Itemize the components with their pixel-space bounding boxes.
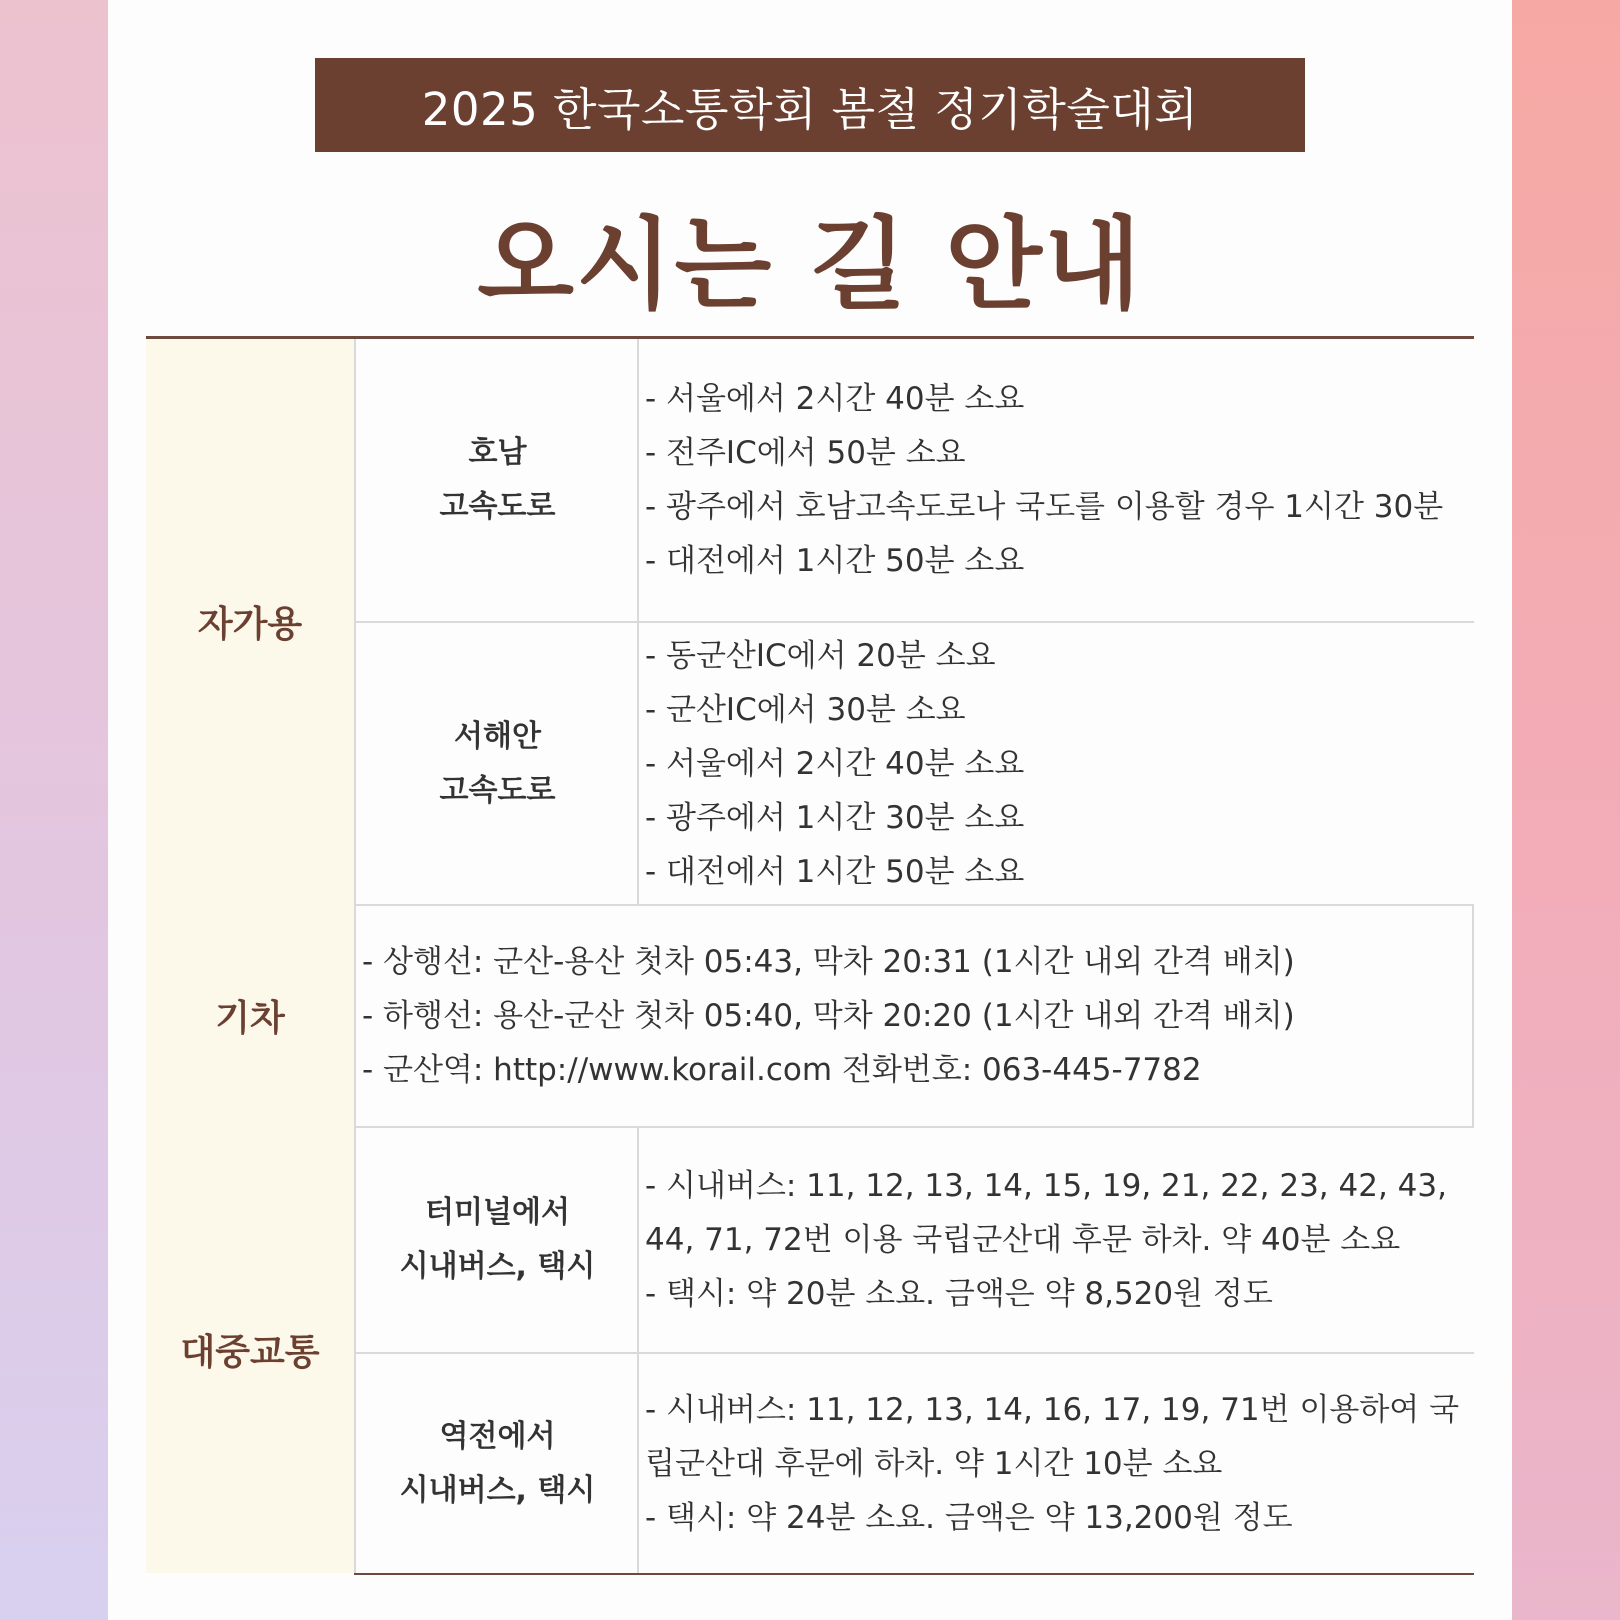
table-bottom-border <box>354 1573 1474 1575</box>
route-details-terminal <box>637 1128 1474 1352</box>
route-details-seohaean <box>637 623 1474 904</box>
route-label-seohaean <box>354 623 639 904</box>
detail-line: - 서울에서 2시간 40분 소요 <box>645 381 1025 417</box>
event-title-banner: 2025 한국소통학회 봄철 정기학술대회 <box>315 58 1305 152</box>
route-label-line: 서해안 <box>454 718 541 754</box>
route-label-line: 고속도로 <box>439 772 556 808</box>
page-title: 오시는 길 안내 <box>477 206 1143 323</box>
detail-line: - 택시: 약 24분 소요. 금액은 약 13,200원 정도 <box>645 1499 1293 1536</box>
directions-card <box>108 0 1512 1620</box>
route-label-line: 호남 <box>468 435 527 470</box>
route-details-station <box>637 1354 1474 1573</box>
train-details <box>354 904 1474 1128</box>
detail-line: - 동군산IC에서 20분 소요 <box>645 637 996 674</box>
route-label-line: 시내버스, 택시 <box>399 1249 596 1284</box>
directions-table <box>146 336 1474 1536</box>
route-label-terminal <box>354 1128 639 1352</box>
detail-line: - 광주에서 호남고속도로나 국도를 이용할 경우 1시간 30분 <box>645 489 1444 525</box>
right-background-strip <box>1512 0 1620 1620</box>
detail-line: - 서울에서 2시간 40분 소요 <box>645 745 1025 782</box>
detail-line: - 하행선: 용산-군산 첫차 05:40, 막차 20:20 (1시간 내외 간격 배치) <box>362 998 1295 1034</box>
route-label-honam <box>354 339 639 621</box>
detail-line: - 광주에서 1시간 30분 소요 <box>645 799 1025 836</box>
detail-line: - 대전에서 1시간 50분 소요 <box>645 853 1025 890</box>
route-details-honam <box>637 339 1474 621</box>
route-label-station <box>354 1354 639 1573</box>
detail-line: - 시내버스: 11, 12, 13, 14, 16, 17, 19, 71번 이용하여 국립군산대 후문에 하차. 약 1시간 10분 소요 <box>645 1391 1460 1482</box>
detail-line: - 상행선: 군산-용산 첫차 05:43, 막차 20:31 (1시간 내외 간격 배치) <box>362 944 1295 980</box>
detail-line: - 군산IC에서 30분 소요 <box>645 691 966 728</box>
detail-line: - 대전에서 1시간 50분 소요 <box>645 543 1025 579</box>
detail-line: - 전주IC에서 50분 소요 <box>645 435 966 471</box>
route-label-line: 시내버스, 택시 <box>399 1472 596 1508</box>
detail-line: - 군산역: http://www.korail.com 전화번호: 063-445-7782 <box>362 1052 1202 1088</box>
route-label-line: 고속도로 <box>439 489 556 524</box>
category-car: 자가용 <box>146 339 354 904</box>
detail-line: - 택시: 약 20분 소요. 금액은 약 8,520원 정도 <box>645 1276 1273 1312</box>
route-label-line: 역전에서 <box>439 1418 556 1454</box>
left-background-strip <box>0 0 108 1620</box>
category-public-transit: 대중교통 <box>146 1126 354 1573</box>
category-train: 기차 <box>146 904 354 1126</box>
detail-line: - 시내버스: 11, 12, 13, 14, 15, 19, 21, 22, 23, 42, 43, 44, 71, 72번 이용 국립군산대 후문 하차. 약 40분 소요 <box>645 1168 1447 1258</box>
route-label-line: 터미널에서 <box>425 1195 570 1230</box>
